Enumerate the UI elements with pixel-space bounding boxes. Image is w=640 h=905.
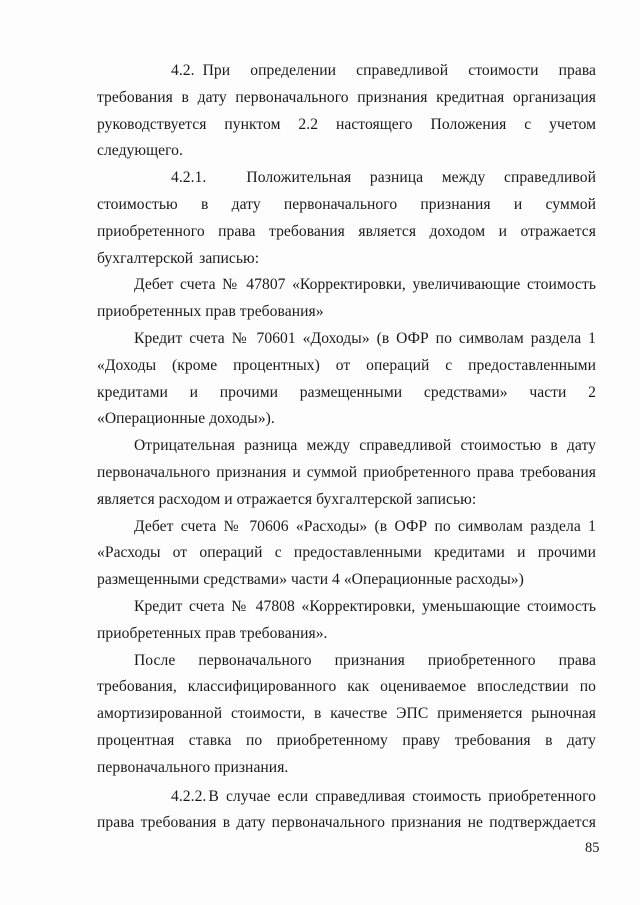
section-number: 4.2. xyxy=(171,62,195,79)
paragraph-text: Дебет счета № 70606 «Расходы» (в ОФР по символам раздела 1 «Расходы от операций с предоставленными кредитами и прочими размещенными средствами» части 4 «Операционные расходы») xyxy=(97,517,596,589)
section-number: 4.2.2. xyxy=(171,787,207,805)
paragraph-text: В случае если справедливая стоимость приобретенного права требования в дату первоначального признания не подтверждается xyxy=(97,787,596,832)
paragraph-4-2-1 xyxy=(97,165,596,272)
document-body xyxy=(97,58,596,837)
paragraph-4-2 xyxy=(97,58,596,165)
paragraph-text: Кредит счета № 70601 «Доходы» (в ОФР по символам раздела 1 «Доходы (кроме процентных) от операций с предоставленными кредитами и прочими размещенными средствами» части 2 «Операционные доходы»). xyxy=(97,329,596,428)
paragraph-after-recognition xyxy=(97,648,596,782)
page-number: 85 xyxy=(585,840,600,856)
paragraph-text: Отрицательная разница между справедливой стоимостью в дату первоначального признания и суммой приобретенного права требования является расходом и отражается бухгалтерской записью: xyxy=(97,437,596,508)
paragraph-4-2-2 xyxy=(97,784,596,838)
paragraph-debit-70606 xyxy=(97,514,596,594)
paragraph-text: Дебет счета № 47807 «Корректировки, увеличивающие стоимость приобретенных прав требования» xyxy=(97,276,596,321)
paragraph-credit-47808 xyxy=(97,594,596,648)
paragraph-text: При определении справедливой стоимости права требования в дату первоначального признания кредитная организация руководствуется пунктом 2.2 настоящего Положения с учетом следующего. xyxy=(97,62,596,160)
paragraph-text: После первоначального признания приобретенного права требования, классифицированного как оцениваемое впоследствии по амортизированной стоимости, в качестве ЭПС применяется рыночная процентная ставка по приобретенному праву требования в дату первоначального признания. xyxy=(97,651,596,776)
paragraph-credit-70601 xyxy=(97,326,596,433)
section-number: 4.2.1. xyxy=(171,169,207,187)
paragraph-debit-47807 xyxy=(97,272,596,326)
paragraph-text: Кредит счета № 47808 «Корректировки, уменьшающие стоимость приобретенных прав требования». xyxy=(97,597,596,642)
paragraph-negative-difference xyxy=(97,433,596,513)
paragraph-text: Положительная разница между справедливой стоимостью в дату первоначального признания и суммой приобретенного права требования является доходом и отражается бухгалтерской записью: xyxy=(97,169,596,267)
